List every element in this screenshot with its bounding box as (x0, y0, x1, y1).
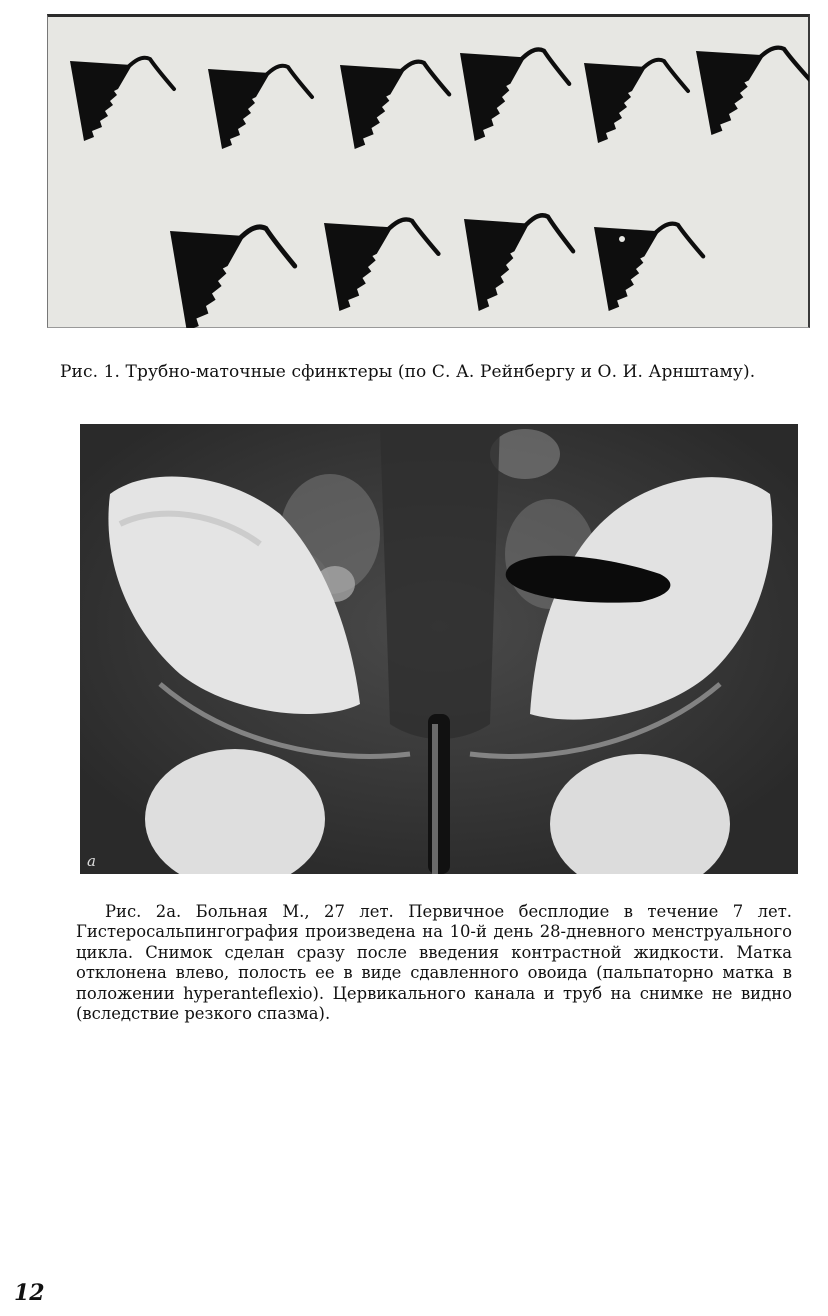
sphincter-shape (696, 48, 809, 135)
sphincter-shape (594, 224, 703, 311)
sphincter-shape (584, 60, 688, 143)
sphincter-shape (324, 219, 438, 311)
figure-2a-caption: Рис. 2а. Больная М., 27 лет. Первичное бесплодие в течение 7 лет. Гистеросальпингография произведена на 10-й день 28-дневного менструального цикла. Снимок сделан сразу после введения контрастной жидкости. Матка отклонена влево, полость ее в виде сдавленного овоида (пальпаторно матка в положении hyperanteflexio). Цервикального канала и труб на снимке не видно (вследствие резкого спазма). (76, 902, 792, 1024)
figure-1-sphincter-diagrams (47, 14, 810, 328)
sphincter-shape (340, 62, 449, 149)
figure-2a-hysterosalpingogram (80, 424, 798, 874)
sphincter-shape (460, 49, 569, 141)
sphincter-shape (70, 58, 174, 141)
page-number: 12 (14, 1280, 45, 1306)
sphincter-shape (464, 215, 573, 311)
figure-1-caption: Рис. 1. Трубно-маточные сфинктеры (по С. А. Рейнбергу и О. И. Арнштаму). (60, 362, 756, 382)
sphincter-shape (208, 66, 312, 149)
sphincter-shape (170, 227, 295, 328)
figure-2a-label: a (87, 852, 96, 870)
